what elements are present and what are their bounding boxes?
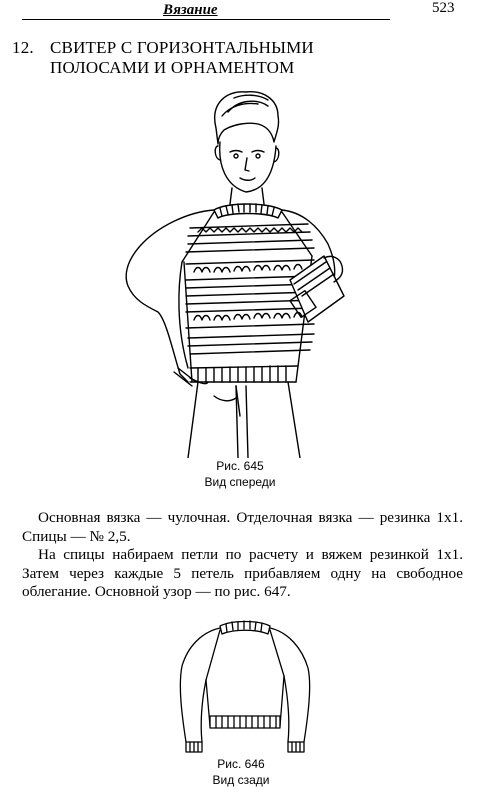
section-name: Вязание xyxy=(163,2,218,18)
figure-645-title: Вид спереди xyxy=(204,475,276,489)
article-number: 12. xyxy=(12,38,34,57)
paragraph-materials: Основная вязка — чулочная. Отделочная вязка — резинка 1х1. Спицы — № 2,5. xyxy=(22,509,463,545)
figure-646-title: Вид сзади xyxy=(212,773,270,787)
paragraph-instructions: На спицы набираем петли по расчету и вяжем резинкой 1х1. Затем через каждые 5 петель прибавляем одну на свободное облегание. Основной узор — по рис. 647. xyxy=(22,546,463,600)
header-rule xyxy=(22,19,390,20)
figure-646-caption xyxy=(186,756,296,788)
page-number: 523 xyxy=(432,0,455,16)
figure-645-label: Рис. 645 xyxy=(216,459,264,473)
running-head xyxy=(0,0,479,22)
boy-sweater-illustration xyxy=(118,86,350,458)
body-text xyxy=(22,509,463,602)
article-title-text: СВИТЕР С ГОРИЗОНТАЛЬНЫМИ ПОЛОСАМИ И ОРНАМЕНТОМ xyxy=(50,38,314,77)
figure-front-view xyxy=(118,86,350,458)
figure-645-caption xyxy=(180,458,300,490)
sweater-back-illustration xyxy=(176,616,316,756)
figure-646-label: Рис. 646 xyxy=(217,757,265,771)
figure-back-view xyxy=(176,616,316,756)
